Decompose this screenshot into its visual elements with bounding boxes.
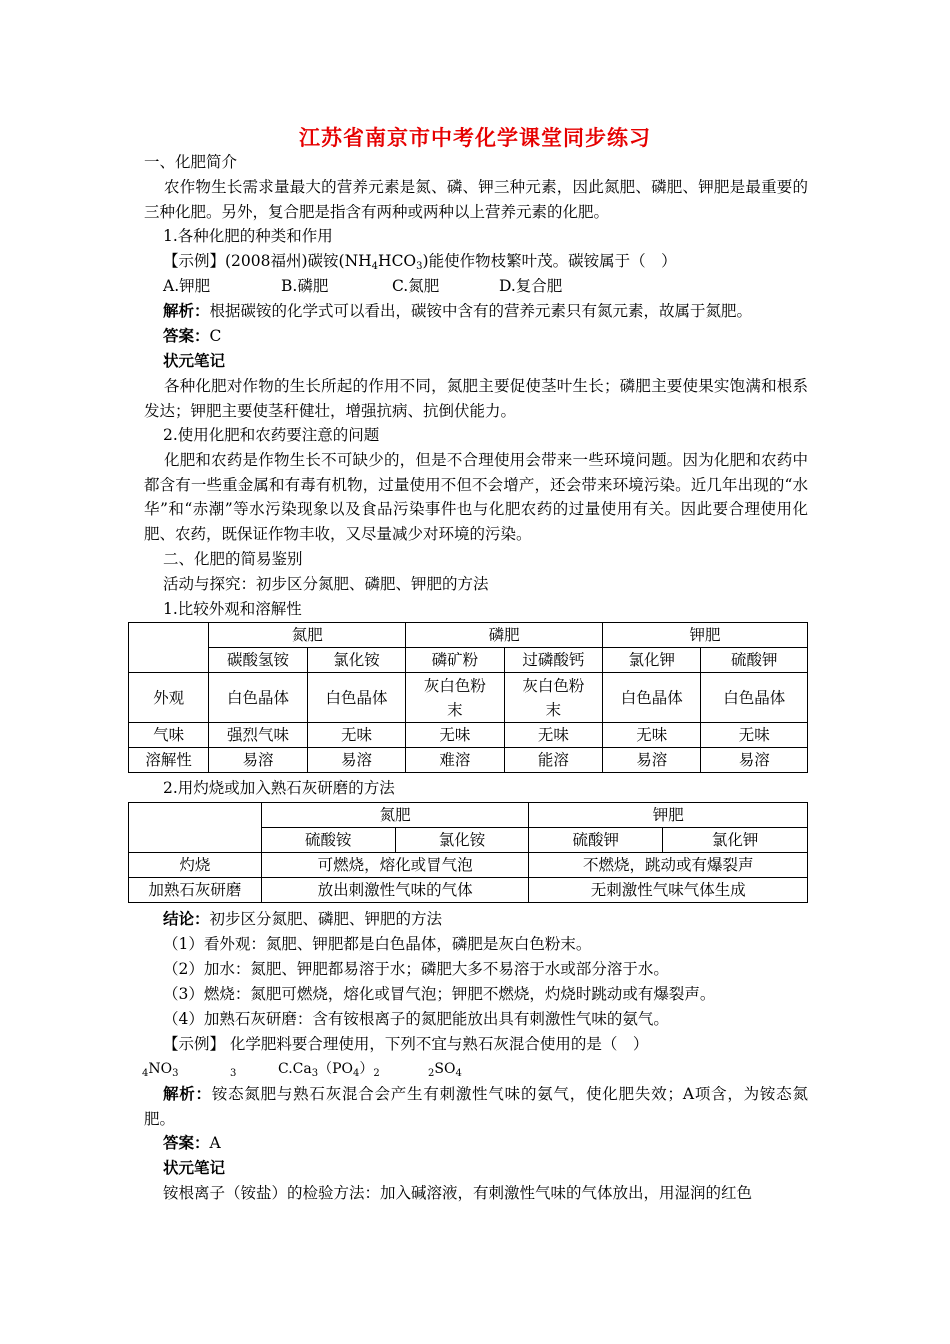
analysis-2-text: 铵态氮肥与熟石灰混合会产生有刺激性气味的氨气，使化肥失效；A项含，为铵态氮肥。 [144, 1085, 808, 1128]
table1-row-label: 气味 [129, 723, 209, 748]
answer-2-value: A [209, 1134, 221, 1152]
intro-paragraph: 农作物生长需求量最大的营养元素是氮、磷、钾三种元素，因此氮肥、磷肥、钾肥是最重要的三种化肥。另外，复合肥是指含有两种或两种以上营养元素的化肥。 [144, 178, 808, 221]
table1-cell: 强烈气味 [209, 723, 307, 748]
table2-corner [129, 803, 262, 853]
table2-cell: 可燃烧，熔化或冒气泡 [261, 853, 529, 878]
table2-cell: 无刺激性气味气体生成 [529, 878, 808, 903]
appearance-solubility-table [128, 622, 808, 773]
table1-cell: 白色晶体 [307, 673, 405, 723]
conclusion-text: 初步区分氮肥、磷肥、钾肥的方法 [209, 910, 443, 928]
conclusion-line [163, 907, 442, 931]
table1-cell: 白色晶体 [209, 673, 307, 723]
table2-item: 硫酸铵 [261, 828, 395, 853]
table2-item: 氯化钾 [663, 828, 808, 853]
example-1-suffix: )能使作物枝繁叶茂。碳铵属于（ ） [422, 252, 677, 270]
conclusion-item-3: （3）燃烧：氮肥可燃烧，熔化或冒气泡；钾肥不燃烧，灼烧时跳动或有爆裂声。 [163, 985, 716, 1003]
table1-item: 过磷酸钙 [504, 648, 602, 673]
table1-row-label: 外观 [129, 673, 209, 723]
table1-cell: 白色晶体 [701, 673, 808, 723]
table1-cell: 易溶 [307, 748, 405, 773]
table2-cell: 不燃烧，跳动或有爆裂声 [529, 853, 808, 878]
table1-row-label: 溶解性 [129, 748, 209, 773]
table2-item: 氯化铵 [395, 828, 529, 853]
activity-line: 活动与探究：初步区分氮肥、磷肥、钾肥的方法 [163, 575, 489, 593]
analysis-1-text: 根据碳铵的化学式可以看出，碳铵中含有的营养元素只有氮元素，故属于氮肥。 [209, 302, 753, 320]
example-1-sub-3: 3 [416, 261, 423, 272]
example-2-option-fragment-4: $_2SO_4$ [428, 1061, 462, 1079]
answer-2-label: 答案： [163, 1133, 210, 1152]
table2-row-label: 灼烧 [129, 853, 262, 878]
note-2-heading: 状元笔记 [163, 1158, 226, 1177]
table1-item: 硫酸钾 [701, 648, 808, 673]
table2-group-nitrogen: 氮肥 [261, 803, 529, 828]
table1-group-potash: 钾肥 [603, 623, 808, 648]
example-1-mid: HCO [378, 252, 417, 270]
note-2-text: 铵根离子（铵盐）的检验方法：加入碱溶液，有刺激性气味的气体放出，用湿润的红色 [163, 1184, 753, 1202]
table1-cell: 无味 [406, 723, 504, 748]
table-row [129, 673, 808, 723]
note-1-heading: 状元笔记 [163, 351, 226, 370]
usage-issues-paragraph: 化肥和农药是作物生长不可缺少的，但是不合理使用会带来一些环境问题。因为化肥和农药中都含有一些重金属和有毒有机物，过量使用不但不会增产，还会带来环境污染。近几年出现的“水华”和“赤潮”等水污染现象以及食品污染事件也与化肥农药的过量使用有关。因此要合理使用化肥、农药，既保证作物丰收，又尽量减少对环境的污染。 [144, 451, 808, 543]
table1-cell: 难溶 [406, 748, 504, 773]
conclusion-item-2: （2）加水：氮肥、钾肥都易溶于水；磷肥大多不易溶于水或部分溶于水。 [163, 960, 669, 978]
conclusion-item-1: （1）看外观：氮肥、钾肥都是白色晶体，磷肥是灰白色粉末。 [163, 935, 592, 953]
option-c: C.氮肥 [392, 277, 440, 295]
analysis-2 [144, 1082, 808, 1131]
note-1-paragraph: 各种化肥对作物的生长所起的作用不同，氮肥主要促使茎叶生长；磷肥主要使果实饱满和根系发达；钾肥主要使茎秆健壮，增强抗病、抗倒伏能力。 [144, 377, 808, 420]
section-2-heading: 二、化肥的简易鉴别 [163, 550, 303, 568]
table1-cell: 无味 [701, 723, 808, 748]
table1-cell: 无味 [603, 723, 701, 748]
example-2-option-c: $C.Ca_3(PO_4)_2$ [278, 1061, 380, 1079]
table1-cell: 易溶 [209, 748, 307, 773]
example-1-question [163, 249, 677, 273]
table1-item: 碳酸氢铵 [209, 648, 307, 673]
answer-1-value: C [209, 327, 222, 345]
table1-cell: 无味 [307, 723, 405, 748]
section-1-heading: 一、化肥简介 [144, 153, 238, 171]
subheading-fertilizer-types: 1.各种化肥的种类和作用 [163, 227, 333, 245]
example-1-prefix: 【示例】(2008福州)碳铵(NH [163, 252, 372, 270]
table1-item: 氯化钾 [603, 648, 701, 673]
table1-item: 磷矿粉 [406, 648, 504, 673]
analysis-1 [163, 299, 752, 323]
example-2-option-fragment-2: 3 [230, 1068, 237, 1079]
table1-cell: 能溶 [504, 748, 602, 773]
table-row [129, 748, 808, 773]
table1-group-nitrogen: 氮肥 [209, 623, 406, 648]
subheading-appearance: 1.比较外观和溶解性 [163, 600, 302, 618]
example-2-question: 【示例】 化学肥料要合理使用，下列不宜与熟石灰混合使用的是（ ） [163, 1035, 649, 1053]
answer-2 [163, 1131, 221, 1155]
table1-cell: 灰白色粉末 [406, 673, 504, 723]
burn-grind-table [128, 802, 808, 903]
subheading-burn-grind: 2.用灼烧或加入熟石灰研磨的方法 [163, 779, 395, 797]
analysis-1-label: 解析： [163, 301, 210, 320]
table1-cell: 白色晶体 [603, 673, 701, 723]
table-row [129, 878, 808, 903]
answer-1-label: 答案： [163, 326, 210, 345]
conclusion-item-4: （4）加熟石灰研磨：含有铵根离子的氮肥能放出具有刺激性气味的氨气。 [163, 1010, 669, 1028]
table1-cell: 易溶 [701, 748, 808, 773]
table-row [129, 853, 808, 878]
table-row [129, 723, 808, 748]
table2-row-label: 加熟石灰研磨 [129, 878, 262, 903]
answer-1 [163, 324, 221, 348]
conclusion-label: 结论： [163, 909, 210, 928]
table1-cell: 无味 [504, 723, 602, 748]
option-b: B.磷肥 [281, 277, 329, 295]
document-title: 江苏省南京市中考化学课堂同步练习 [299, 126, 651, 150]
table2-cell: 放出刺激性气味的气体 [261, 878, 529, 903]
table1-corner [129, 623, 209, 673]
analysis-2-label: 解析： [163, 1084, 212, 1103]
example-1-sub-4: 4 [371, 261, 379, 272]
option-a: A.钾肥 [163, 277, 211, 295]
table2-group-potash: 钾肥 [529, 803, 808, 828]
table1-group-phosphate: 磷肥 [406, 623, 603, 648]
option-d: D.复合肥 [499, 277, 563, 295]
example-2-option-fragment-1: $_4NO_3$ [142, 1061, 179, 1079]
table1-cell: 易溶 [603, 748, 701, 773]
table1-item: 氯化铵 [307, 648, 405, 673]
table2-item: 硫酸钾 [529, 828, 663, 853]
table1-cell: 灰白色粉末 [504, 673, 602, 723]
subheading-usage-issues: 2.使用化肥和农药要注意的问题 [163, 426, 380, 444]
